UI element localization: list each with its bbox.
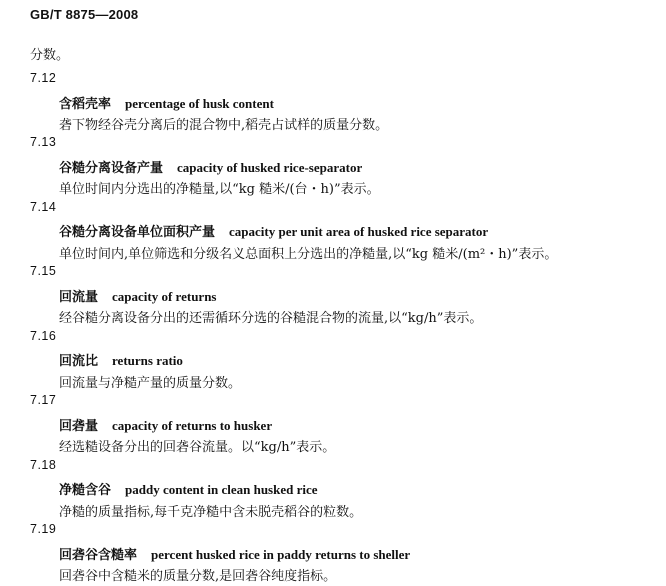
term-definition: 经选糙设备分出的回砻谷流量。以“kg/h”表示。	[59, 440, 336, 455]
term-english: capacity of husked rice-separator	[177, 160, 363, 175]
clause-number: 7.16	[30, 329, 57, 343]
term-definition: 单位时间内,单位筛选和分级名义总面积上分选出的净糙量,以“kg 糙米/(m²・h)”表示。	[59, 247, 558, 262]
clause-number: 7.13	[30, 135, 57, 149]
term-chinese: 净糙含谷	[59, 483, 112, 498]
term-english: capacity of returns	[112, 289, 217, 304]
term-chinese: 谷糙分离设备产量	[59, 161, 164, 176]
term-english: percent husked rice in paddy returns to sheller	[151, 547, 411, 562]
term-definition: 回砻谷中含糙米的质量分数,是回砻谷纯度指标。	[59, 569, 337, 584]
term-chinese: 回砻量	[59, 419, 99, 434]
term-heading	[59, 93, 274, 112]
term-english: paddy content in clean husked rice	[125, 482, 318, 497]
clause-number: 7.14	[30, 200, 57, 214]
clause-number: 7.15	[30, 264, 57, 278]
term-definition: 单位时间内分选出的净糙量,以“kg 糙米/(台・h)”表示。	[59, 182, 380, 197]
term-chinese: 回砻谷含糙率	[59, 548, 138, 563]
term-heading	[59, 544, 410, 563]
term-english: capacity of returns to husker	[112, 418, 273, 433]
term-definition: 回流量与净糙产量的质量分数。	[59, 376, 242, 391]
term-chinese: 谷糙分离设备单位面积产量	[59, 225, 216, 240]
term-english: returns ratio	[112, 353, 183, 368]
clause-number: 7.18	[30, 458, 57, 472]
term-heading	[59, 415, 272, 434]
term-chinese: 回流比	[59, 354, 99, 369]
term-heading	[59, 350, 183, 369]
term-heading	[59, 157, 362, 176]
term-english: percentage of husk content	[125, 96, 274, 111]
term-definition: 净糙的质量指标,每千克净糙中含未脱壳稻谷的粒数。	[59, 505, 363, 520]
term-definition: 经谷糙分离设备分出的还需循环分选的谷糙混合物的流量,以“kg/h”表示。	[59, 311, 483, 326]
term-chinese: 含稻壳率	[59, 97, 112, 112]
term-heading	[59, 286, 216, 305]
clause-number: 7.12	[30, 71, 57, 85]
term-definition: 砻下物经谷壳分离后的混合物中,稻壳占试样的质量分数。	[59, 118, 389, 133]
term-chinese: 回流量	[59, 290, 99, 305]
clause-number: 7.17	[30, 393, 57, 407]
standard-code-header: GB/T 8875—2008	[30, 7, 139, 22]
continuation-text: 分数。	[30, 48, 70, 63]
term-english: capacity per unit area of husked rice separator	[229, 224, 489, 239]
term-heading	[59, 221, 488, 240]
term-heading	[59, 479, 318, 498]
clause-number: 7.19	[30, 522, 57, 536]
